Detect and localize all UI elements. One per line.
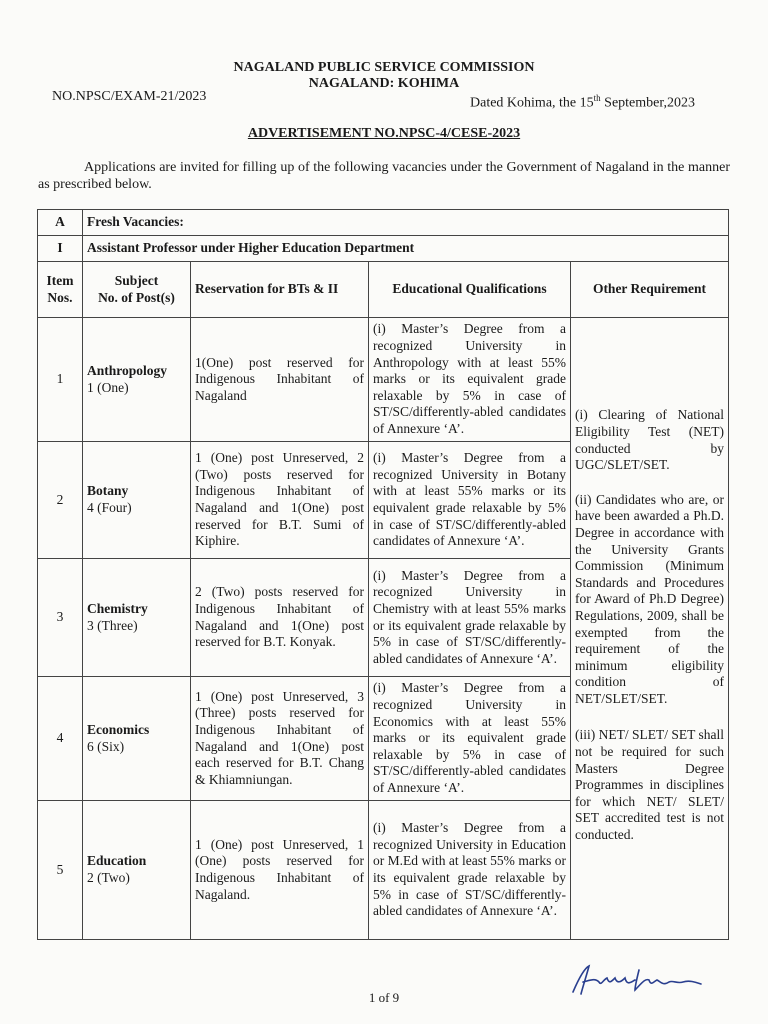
col-item: Item Nos. xyxy=(38,262,83,318)
subject-name: Education xyxy=(87,853,147,869)
subject-cell xyxy=(83,559,191,677)
column-header-row xyxy=(38,262,729,318)
qualification-cell: (i) Master’s Degree from a recognized University in Botany with at least 55% marks or its equivalent grade relaxable by 5% in case of ST/SC/differently-abled candidates of Annexure ‘A’. xyxy=(369,442,571,559)
post-count: 6 (Six) xyxy=(87,738,125,754)
subject-name: Anthropology xyxy=(87,362,168,378)
col-subject xyxy=(83,262,191,318)
post-count: 2 (Two) xyxy=(87,870,130,885)
date-suffix-sup: th xyxy=(593,93,601,103)
reservation-cell: 1(One) post reserved for Indigenous Inhabitant of Nagaland xyxy=(191,318,369,442)
reference-number: NO.NPSC/EXAM-21/2023 xyxy=(52,89,207,104)
item-number: 4 xyxy=(38,677,83,801)
col-reservation: Reservation for BTs & II xyxy=(191,262,369,318)
other-requirement-cell xyxy=(571,318,729,940)
item-number: 1 xyxy=(38,318,83,442)
reservation-cell: 1 (One) post Unreserved, 3 (Three) posts reserved for Indigenous Inhabitant of Nagaland and 1(One) post each reserved for B.T. Chang & Khiamniungan. xyxy=(191,677,369,801)
advertisement-title: ADVERTISEMENT NO.NPSC-4/CESE-2023 xyxy=(247,126,521,141)
subject-name: Chemistry xyxy=(87,600,148,616)
date-line xyxy=(470,93,695,112)
qualification-cell: (i) Master’s Degree from a recognized University in Economics with at least 55% marks or its equivalent grade relaxable by 5% in case of ST/SC/differently-abled candidates of Annexure ‘A’. xyxy=(369,677,571,801)
table-row xyxy=(38,318,729,442)
group-title: Assistant Professor under Higher Education Department xyxy=(83,236,729,262)
reservation-cell: 1 (One) post Unreserved, 2 (Two) posts reserved for Indigenous Inhabitant of Nagaland and 1(One) post reserved for B.T. Sumi of Kiphire. xyxy=(191,442,369,559)
org-name: NAGALAND PUBLIC SERVICE COMMISSION xyxy=(233,60,535,75)
other-requirement-1: (i) Clearing of National Eligibility Test (NET) conducted by UGC/SLET/SET. xyxy=(575,407,724,473)
subject-name: Botany xyxy=(87,483,129,499)
post-count: 1 (One) xyxy=(87,379,129,395)
item-number: 3 xyxy=(38,559,83,677)
reservation-cell: 1 (One) post Unreserved, 1 (One) posts reserved for Indigenous Inhabitant of Nagaland. xyxy=(191,801,369,940)
qualification-cell: (i) Master’s Degree from a recognized University in Chemistry with at least 55% marks or its equivalent grade relaxable by 5% in case of ST/SC/differently-abled candidates of Annexure ‘A’. xyxy=(369,559,571,677)
col-subject-line2: No. of Post(s) xyxy=(98,289,175,305)
item-number: 5 xyxy=(38,801,83,940)
subject-name: Economics xyxy=(87,721,150,737)
org-location: NAGALAND: KOHIMA xyxy=(308,76,460,91)
section-row xyxy=(38,210,729,236)
subject-cell xyxy=(83,677,191,801)
col-qualifications: Educational Qualifications xyxy=(369,262,571,318)
col-subject-line1: Subject xyxy=(114,272,159,288)
group-row xyxy=(38,236,729,262)
date-suffix: September,2023 xyxy=(600,95,695,111)
other-requirement-2: (ii) Candidates who are, or have been awarded a Ph.D. Degree in accordance with the University Grants Commission (Minimum Standards and Procedures for Award of Ph.D Degree) Regulations, 2009, shall be exempted from the requirement of the minimum eligibility condition of NET/SLET/SET. xyxy=(575,491,724,706)
item-number: 2 xyxy=(38,442,83,559)
subject-cell xyxy=(83,442,191,559)
page-number: 1 of 9 xyxy=(368,990,400,1005)
section-code: A xyxy=(38,210,83,236)
reservation-cell: 2 (Two) posts reserved for Indigenous Inhabitant of Nagaland and 1(One) post reserved for B.T. Konyak. xyxy=(191,559,369,677)
date-prefix: Dated Kohima, the 15 xyxy=(470,95,594,111)
qualification-cell: (i) Master’s Degree from a recognized University in Education or M.Ed with at least 55% marks or its equivalent grade relaxable by 5% in case of ST/SC/differently-abled candidates of Annexure ‘A’. xyxy=(369,801,571,940)
group-code: I xyxy=(38,236,83,262)
section-title: Fresh Vacancies: xyxy=(83,210,729,236)
qualification-cell: (i) Master’s Degree from a recognized University in Anthropology with at least 55% marks or its equivalent grade relaxable by 5% in case of ST/SC/differently-abled candidates of Annexure ‘A’. xyxy=(369,318,571,442)
col-other: Other Requirement xyxy=(571,262,729,318)
vacancy-table xyxy=(37,209,729,940)
subject-cell xyxy=(83,801,191,940)
post-count: 4 (Four) xyxy=(87,500,132,515)
other-requirement-3: (iii) NET/ SLET/ SET shall not be required for such Masters Degree Programmes in disciplines for which NET/ SLET/ SET accredited test is not conducted. xyxy=(575,727,724,843)
subject-cell xyxy=(83,318,191,442)
intro-paragraph: Applications are invited for filling up of the following vacancies under the Government of Nagaland in the manner as prescribed below. xyxy=(38,160,730,192)
post-count: 3 (Three) xyxy=(87,617,138,633)
